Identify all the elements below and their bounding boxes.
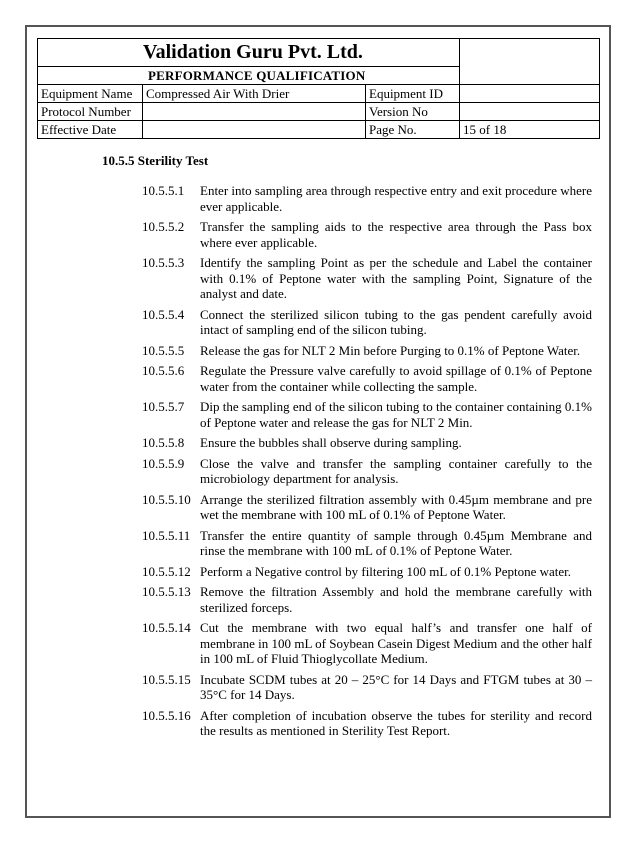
step-number: 10.5.5.2 [142, 219, 185, 234]
equipment-id-value [460, 85, 600, 103]
equipment-id-label: Equipment ID [366, 85, 460, 103]
step-number: 10.5.5.3 [142, 255, 185, 270]
procedure-step [142, 183, 592, 214]
page-no-label: Page No. [366, 121, 460, 139]
step-text: Perform a Negative control by filtering 100 mL of 0.1% Peptone water. [200, 563, 572, 579]
header-info-row [38, 121, 600, 139]
step-text: Enter into sampling area through respective entry and exit procedure where ever applicable. [200, 183, 593, 214]
company-name-cell [38, 39, 460, 67]
procedure-step [142, 708, 592, 739]
step-text: Transfer the entire quantity of sample through 0.45µm Membrane and rinse the membrane with 100 mL of 0.1% of Peptone Water. [200, 527, 592, 558]
step-text: Cut the membrane with two equal half’s and transfer one half of membrane in 100 mL of Soybean Casein Digest Medium and the other half in 100 mL of Fluid Thioglycollate Medium. [200, 620, 592, 666]
step-number: 10.5.5.16 [142, 707, 191, 723]
version-no-label: Version No [366, 103, 460, 121]
section-heading: 10.5.5 Sterility Test [102, 153, 209, 168]
procedure-step [142, 255, 592, 302]
step-text: Release the gas for NLT 2 Min before Purging to 0.1% of Peptone Water. [200, 342, 581, 358]
document-subtitle-cell [38, 67, 460, 85]
procedure-step [142, 343, 592, 359]
step-text: Identify the sampling Point as per the schedule and Label the container with 0.1% of Peptone water with the sampling Point, Signature of the analyst and date. [200, 255, 592, 301]
procedure-step [142, 672, 592, 703]
version-no-value [460, 103, 600, 121]
header-company-row [38, 39, 600, 67]
step-text: After completion of incubation observe the tubes for sterility and record the results as mentioned in Sterility Test Report. [200, 707, 592, 738]
step-number: 10.5.5.7 [142, 399, 185, 414]
header-info-row [38, 103, 600, 121]
step-number: 10.5.5.13 [142, 584, 191, 599]
step-text: Dip the sampling end of the silicon tubing to the container containing 0.1% of Peptone water and release the gas for NLT 2 Min. [200, 399, 592, 430]
protocol-number-label: Protocol Number [38, 103, 143, 121]
logo-placeholder-cell [460, 39, 600, 85]
protocol-number-value [143, 103, 366, 121]
procedure-step [142, 564, 592, 580]
procedure-step [142, 435, 592, 451]
procedure-step [142, 307, 592, 338]
step-text: Remove the filtration Assembly and hold the membrane carefully with sterilized forceps. [200, 584, 592, 615]
page-no-value: 15 of 18 [460, 121, 600, 139]
procedure-step [142, 399, 592, 430]
step-text: Connect the sterilized silicon tubing to the gas pendent carefully avoid intact of sampling end of the silicon tubing. [200, 306, 592, 337]
step-text: Arrange the sterilized filtration assembly with 0.45µm membrane and pre wet the membrane with 100 mL of 0.1% of Peptone Water. [200, 491, 592, 522]
equipment-name-label: Equipment Name [38, 85, 143, 103]
document-header-table [37, 38, 600, 139]
effective-date-value [143, 121, 366, 139]
step-number: 10.5.5.6 [142, 363, 185, 378]
step-number: 10.5.5.1 [142, 183, 185, 198]
procedure-step [142, 584, 592, 615]
step-number: 10.5.5.15 [142, 671, 191, 687]
procedure-steps-list [142, 183, 592, 744]
step-text: Regulate the Pressure valve carefully to avoid spillage of 0.1% of Peptone water from the container while collecting the sample. [200, 363, 592, 394]
header-info-row [38, 85, 600, 103]
step-number: 10.5.5.10 [142, 491, 191, 507]
step-number: 10.5.5.12 [142, 563, 191, 579]
procedure-step [142, 528, 592, 559]
step-number: 10.5.5.4 [142, 306, 185, 322]
step-number: 10.5.5.14 [142, 620, 191, 635]
equipment-name-value: Compressed Air With Drier [143, 85, 366, 103]
step-number: 10.5.5.5 [142, 342, 185, 358]
step-number: 10.5.5.8 [142, 435, 185, 450]
procedure-step [142, 492, 592, 523]
effective-date-label: Effective Date [38, 121, 143, 139]
step-number: 10.5.5.11 [142, 527, 191, 543]
step-text: Incubate SCDM tubes at 20 – 25°C for 14 Days and FTGM tubes at 30 – 35°C for 14 Days. [200, 671, 592, 702]
procedure-step [142, 363, 592, 394]
step-number: 10.5.5.9 [142, 455, 185, 471]
procedure-step [142, 219, 592, 250]
document-subtitle: PERFORMANCE QUALIFICATION [148, 68, 366, 83]
step-text: Transfer the sampling aids to the respective area through the Pass box where ever applicable. [200, 219, 592, 250]
step-text: Ensure the bubbles shall observe during sampling. [200, 435, 462, 450]
step-text: Close the valve and transfer the sampling container carefully to the microbiology department for analysis. [200, 455, 592, 486]
company-name: Validation Guru Pvt. Ltd. [143, 41, 363, 63]
procedure-step [142, 620, 592, 667]
procedure-step [142, 456, 592, 487]
